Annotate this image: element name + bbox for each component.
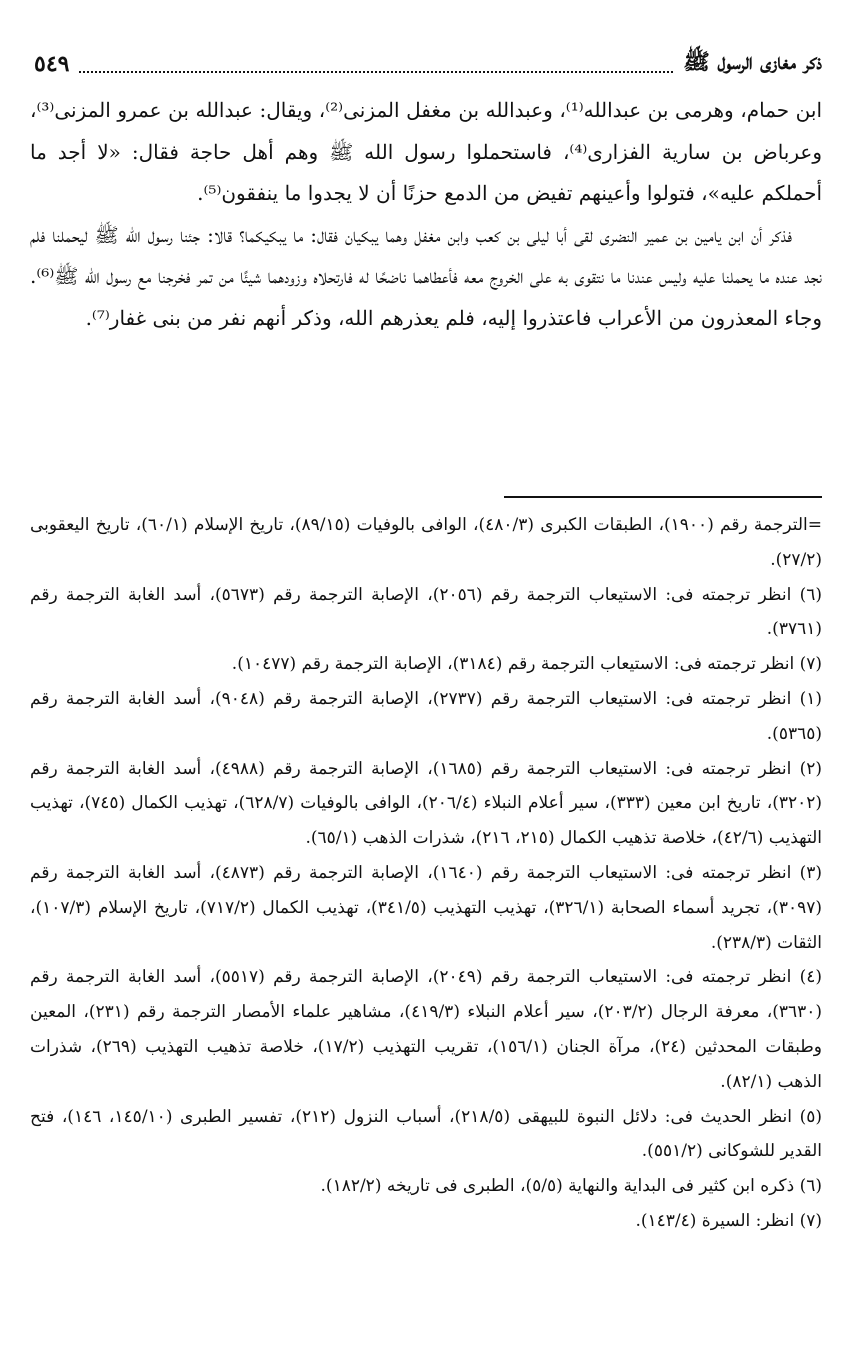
- footnote: (٦) انظر ترجمته فى: الاستيعاب الترجمة رقم (٢٠٥٦)، الإصابة الترجمة رقم (٥٦٧٣)، أسد الغابة الترجمة رقم (٣٧٦١).: [30, 584, 822, 640]
- running-title: ذكر مغازى الرسول ﷺ: [683, 49, 822, 75]
- footnote: =الترجمة رقم (١٩٠٠)، الطبقات الكبرى (٤٨٠/٣)، الوافى بالوفيات (٨٩/١٥)، تاريخ الإسلام (٦٠/١)، تاريخ اليعقوبى (٢٧/٢).: [30, 515, 822, 570]
- footnote-separator: [504, 496, 822, 498]
- body-paragraph: فذكر أن ابن يامين بن عمير النضرى لقى أبا ليلى بن كعب وابن مغفل وهما يبكيان فقال: ما يبكيكما؟ قالا: جئنا رسول الله ﷺ ليحملنا فلم نجد عنده ما يحملنا عليه وليس عندنا ما نتقوى به على الخروج معه فأعطاهما ناضحًا له فارتحلاه وزودهما شيئًا من تمر فخرجنا مع رسول الله ﷺ⁽⁶⁾. وجاء المعذرون من الأعراب فاعتذروا إليه، فلم يعذرهم الله، وذكر أنهم نفر من بنى غفار⁽⁷⁾.: [30, 222, 822, 330]
- body-paragraph: ابن حمام، وهرمى بن عبدالله⁽¹⁾، وعبدالله بن مغفل المزنى⁽²⁾، ويقال: عبدالله بن عمرو المزنى⁽³⁾، وعرباض بن سارية الفزارى⁽⁴⁾، فاستحملوا رسول الله ﷺ وهم أهل حاجة فقال: «لا أجد ما أحملكم عليه»، فتولوا وأعينهم تفيض من الدمع حزنًا أن لا يجدوا ما ينفقون⁽⁵⁾.: [30, 98, 823, 205]
- footnotes: [30, 508, 822, 1239]
- footnote: (٦) ذكره ابن كثير فى البداية والنهاية (٥/٥)، الطبرى فى تاريخه (١٨٢/٢).: [320, 1176, 822, 1197]
- footnote: (١) انظر ترجمته فى: الاستيعاب الترجمة رقم (٢٧٣٧)، الإصابة الترجمة رقم (٩٠٤٨)، أسد الغابة الترجمة رقم (٥٣٦٥).: [30, 688, 822, 744]
- page-number: ٥٤٩: [34, 51, 70, 77]
- footnote: (٥) انظر الحديث فى: دلائل النبوة للبيهقى (٢١٨/٥)، أسباب النزول (٢١٢)، تفسير الطبرى (١٤٥/١٠، ١٤٦)، فتح القدير للشوكانى (٥٥١/٢).: [30, 1106, 823, 1162]
- main-text: [30, 90, 822, 339]
- footnote: (٧) انظر ترجمته فى: الاستيعاب الترجمة رقم (٣١٨٤)، الإصابة الترجمة رقم (١٠٤٧٧).: [231, 654, 822, 675]
- footnote: (٢) انظر ترجمته فى: الاستيعاب الترجمة رقم (١٦٨٥)، الإصابة الترجمة رقم (٤٩٨٨)، أسد الغابة الترجمة رقم (٣٢٠٢)، تاريخ ابن معين (٣٣٣)، سير أعلام النبلاء (٢٠٦/٤)، الوافى بالوفيات (٦٢٨/٧)، تهذيب الكمال (٧٤٥)، تهذيب التهذيب (٤٢/٦)، خلاصة تذهيب الكمال (٢١٥، ٢١٦)، شذرات الذهب (٦٥/١).: [30, 758, 823, 849]
- footnote: (٧) انظر: السيرة (١٤٣/٤).: [635, 1210, 822, 1231]
- footnote: (٣) انظر ترجمته فى: الاستيعاب الترجمة رقم (١٦٤٠)، الإصابة الترجمة رقم (٤٨٧٣)، أسد الغابة الترجمة رقم (٣٠٩٧)، تجريد أسماء الصحابة (٣٢٦/١)، تهذيب التهذيب (٣٤١/٥)، تهذيب الكمال (٧١٧/٢)، تاريخ الإسلام (١٠٧/٣)، الثقات (٢٣٨/٣).: [30, 862, 822, 953]
- dotted-leader: [79, 55, 673, 73]
- footnote: (٤) انظر ترجمته فى: الاستيعاب الترجمة رقم (٢٠٤٩)، الإصابة الترجمة رقم (٥٥١٧)، أسد الغابة الترجمة رقم (٣٦٣٠)، معرفة الرجال (٢٠٣/٢)، سير أعلام النبلاء (٤١٩/٣)، مشاهير علماء الأمصار الترجمة رقم (٢٣١)، المعين وطبقات المحدثين (٢٤)، مرآة الجنان (١٥٦/١)، تقريب التهذيب (١٧/٢)، خلاصة تذهيب التهذيب (٢٦٩)، شذرات الذهب (٨٢/١).: [30, 967, 823, 1092]
- page-header: [34, 44, 822, 84]
